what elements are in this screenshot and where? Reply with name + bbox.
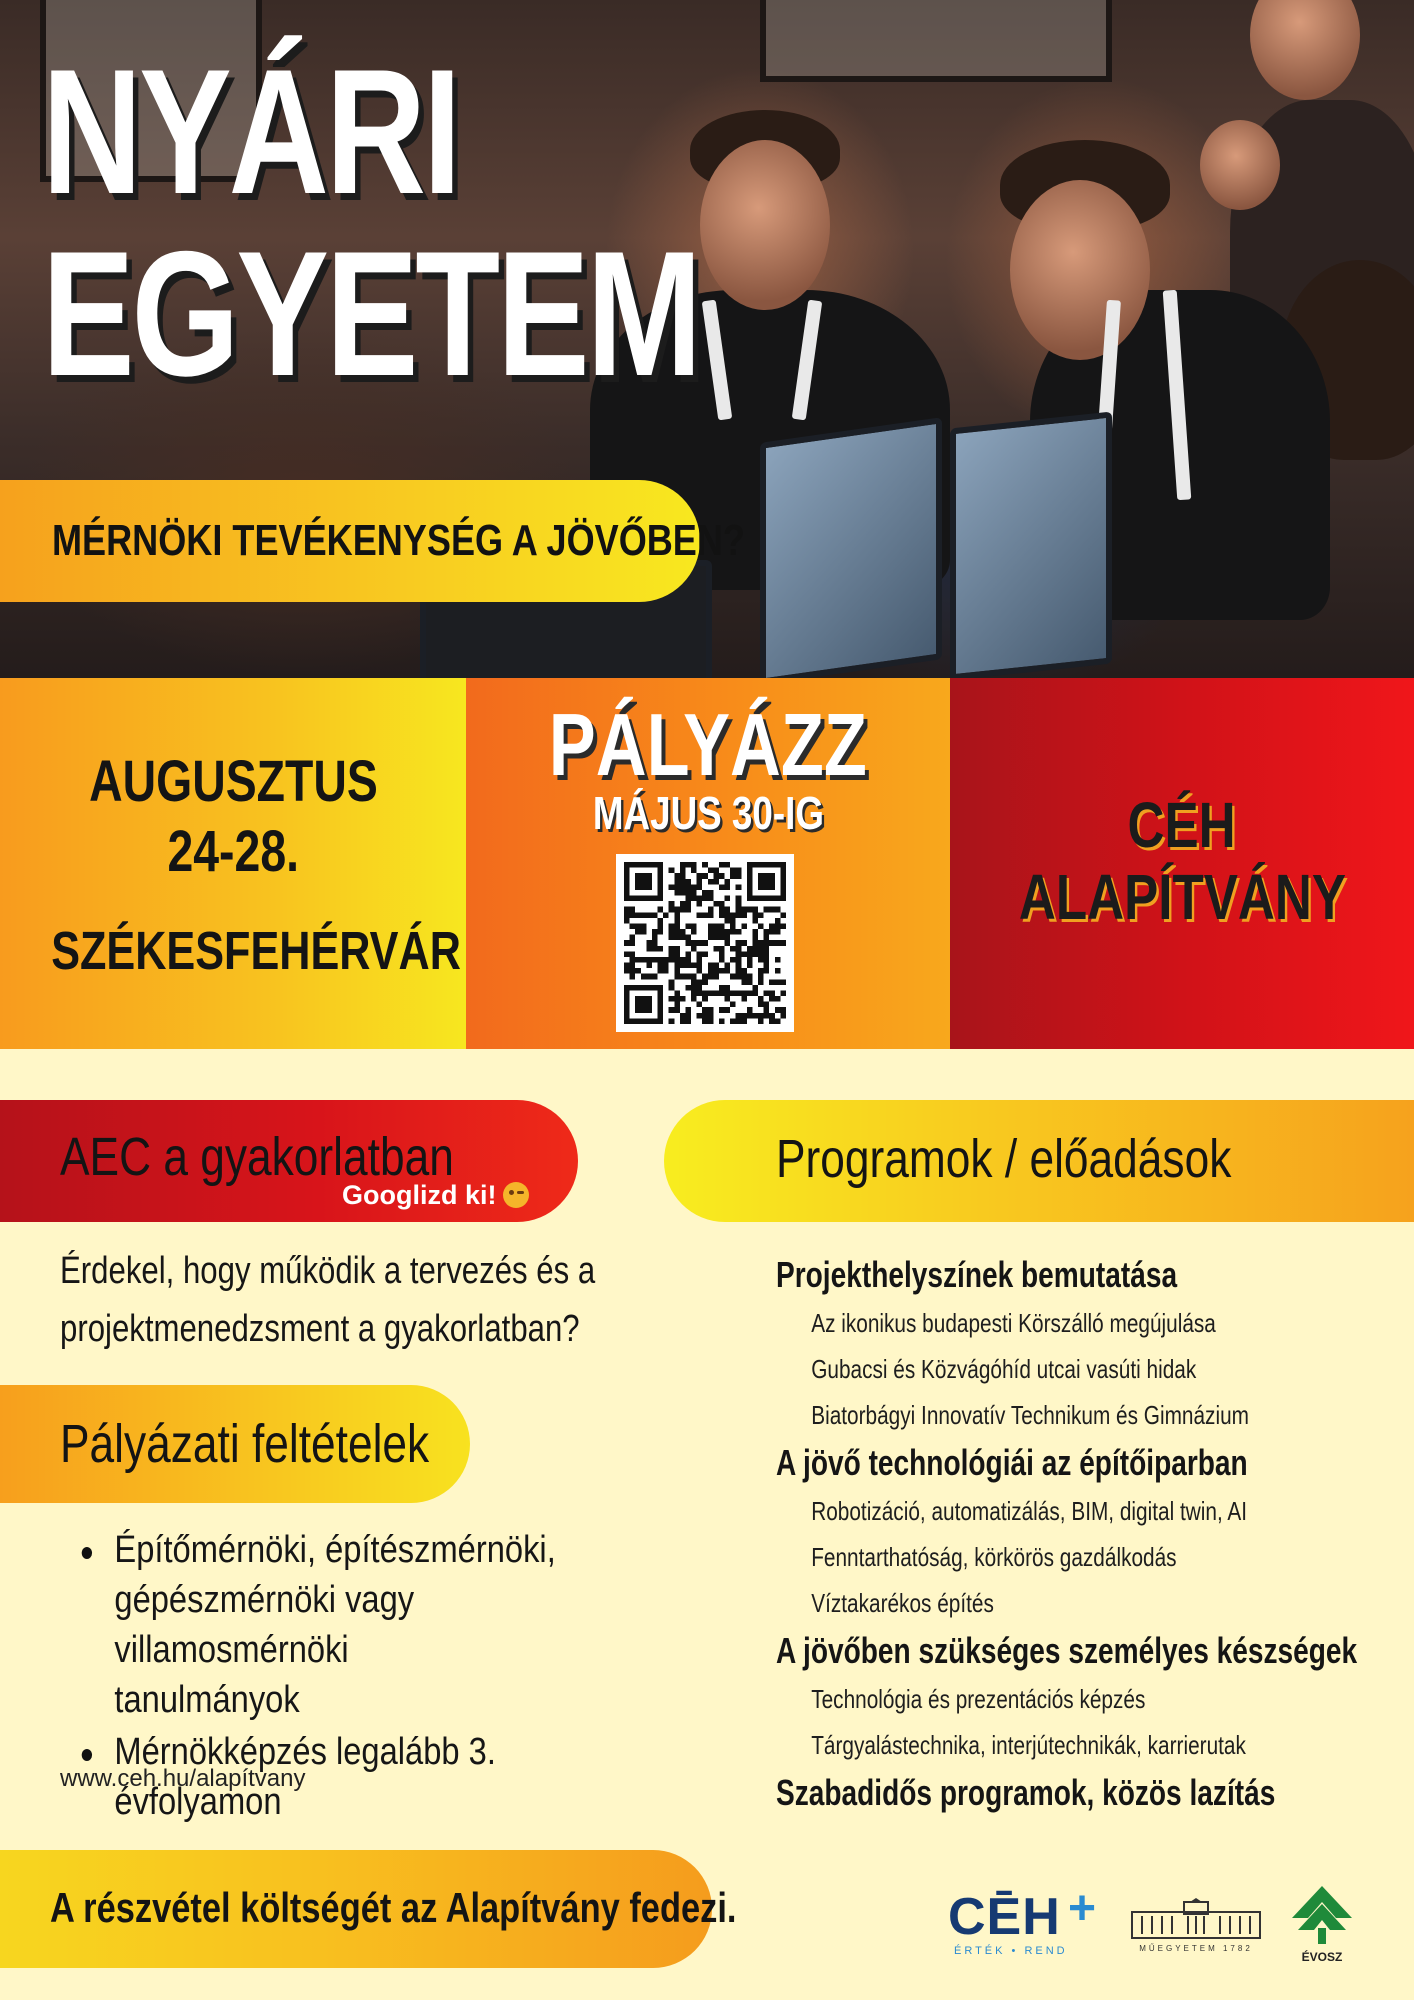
city-wrap: [0, 920, 466, 982]
program-item: Biatorbágyi Innovatív Technikum és Gimnázium: [811, 1400, 1249, 1430]
program-group-heading: A jövőben szükséges személyes készségek: [776, 1630, 1358, 1671]
program-group-heading: Szabadidős programok, közös lazítás: [776, 1772, 1276, 1813]
apply-title-wrap: [466, 694, 950, 796]
tree-icon: [1290, 1884, 1354, 1946]
aec-text-line-1: Érdekel, hogy működik a tervezés és a: [60, 1250, 596, 1292]
list-item: [80, 1525, 648, 1725]
date-location-panel: [0, 678, 466, 1049]
organizer-panel: [950, 678, 1414, 1049]
date-month-wrap: [0, 748, 466, 815]
qr-code[interactable]: [616, 854, 794, 1032]
condition-1-line-3: tanulmányok: [114, 1679, 300, 1721]
program-group-heading: A jövő technológiái az építőiparban: [776, 1442, 1248, 1483]
conditions-heading-banner: [0, 1385, 470, 1503]
ceh-logo-word: CĒH: [948, 1888, 1061, 1946]
laptop-screen: [950, 411, 1112, 678]
program-item: Technológia és prezentációs képzés: [811, 1684, 1146, 1714]
event-title: [42, 32, 884, 413]
title-line-1: NYÁRI: [42, 32, 459, 231]
bullet-icon: [82, 1547, 92, 1559]
date-days: 24-28.: [167, 819, 299, 884]
programs-heading-banner: [664, 1100, 1414, 1222]
program-item: Az ikonikus budapesti Körszálló megújulása: [811, 1308, 1216, 1338]
program-item: Víztakarékos építés: [811, 1588, 994, 1618]
date-days-wrap: [0, 818, 466, 885]
background-person-head: [1250, 0, 1360, 100]
muegyetem-logo: [1130, 1898, 1262, 1956]
condition-2-line-1: Mérnökképzés legalább 3. évfolyamon: [114, 1731, 496, 1823]
condition-1-line-1: Építőmérnöki, építészmérnöki,: [114, 1529, 556, 1571]
condition-1-line-2: gépészmérnöki vagy villamosmérnöki: [114, 1579, 415, 1671]
apply-panel: [466, 678, 950, 1049]
org-line1-wrap: [950, 788, 1414, 862]
cost-note: A részvétel költségét az Alapítvány fedezi.: [50, 1884, 737, 1931]
apply-title: PÁLYÁZZ: [548, 695, 868, 794]
program-item: Fenntarthatóság, körkörös gazdálkodás: [811, 1542, 1177, 1572]
background-person-head: [1200, 120, 1280, 210]
ceh-logo-plus: +: [1068, 1882, 1097, 1935]
laptop-screen: [760, 417, 942, 678]
evosz-caption: ÉVOSZ: [1301, 1950, 1343, 1964]
programs-list: [776, 1250, 1396, 1818]
hero-photo: [0, 0, 1414, 678]
bullet-icon: [82, 1749, 92, 1761]
title-line-2: EGYETEM: [42, 214, 700, 413]
program-item: Tárgyalástechnika, interjútechnikák, karrierutak: [811, 1730, 1246, 1760]
apply-deadline: MÁJUS 30-IG: [592, 787, 824, 839]
muegyetem-caption: MŰEGYETEM 1782: [1139, 1944, 1253, 1953]
org-line2-wrap: [950, 860, 1414, 934]
cost-note-banner: [0, 1850, 737, 1968]
evosz-logo: [1290, 1884, 1354, 1966]
person-right-head: [1010, 180, 1150, 360]
googlizd-badge: [342, 1180, 529, 1211]
aec-heading-banner: [0, 1100, 578, 1222]
program-item: Gubacsi és Közvágóhíd utcai vasúti hidak: [811, 1354, 1197, 1384]
city-name: SZÉKESFEHÉRVÁR: [51, 921, 461, 981]
program-item: Robotizáció, automatizálás, BIM, digital twin, AI: [811, 1496, 1248, 1526]
aec-title: AEC a gyakorlatban: [60, 1127, 454, 1187]
subtitle-text: MÉRNÖKI TEVÉKENYSÉG A JÖVŐBEN?: [52, 516, 745, 565]
website-link[interactable]: www.ceh.hu/alapítvany: [60, 1765, 306, 1792]
organizer-name-1: CÉH: [1127, 789, 1237, 861]
program-group-heading: Projekthelyszínek bemutatása: [776, 1254, 1178, 1295]
ceh-logo: [948, 1882, 1098, 1963]
ceh-logo-tagline: ÉRTÉK • REND: [954, 1945, 1068, 1957]
building-icon: [1130, 1898, 1262, 1942]
date-month: AUGUSZTUS: [88, 749, 378, 814]
conditions-title: Pályázati feltételek: [60, 1414, 430, 1474]
aec-text-line-2: projektmenedzsment a gyakorlatban?: [60, 1308, 580, 1350]
qr-code-pattern: [624, 862, 786, 1024]
wink-emoji-icon: [503, 1182, 529, 1208]
apply-deadline-wrap: [466, 786, 950, 840]
programs-title: Programok / előadások: [776, 1129, 1232, 1189]
organizer-name-2: ALAPÍTVÁNY: [1018, 861, 1346, 933]
googlizd-text: Googlizd ki!: [342, 1180, 497, 1210]
subtitle-banner: [0, 480, 745, 602]
